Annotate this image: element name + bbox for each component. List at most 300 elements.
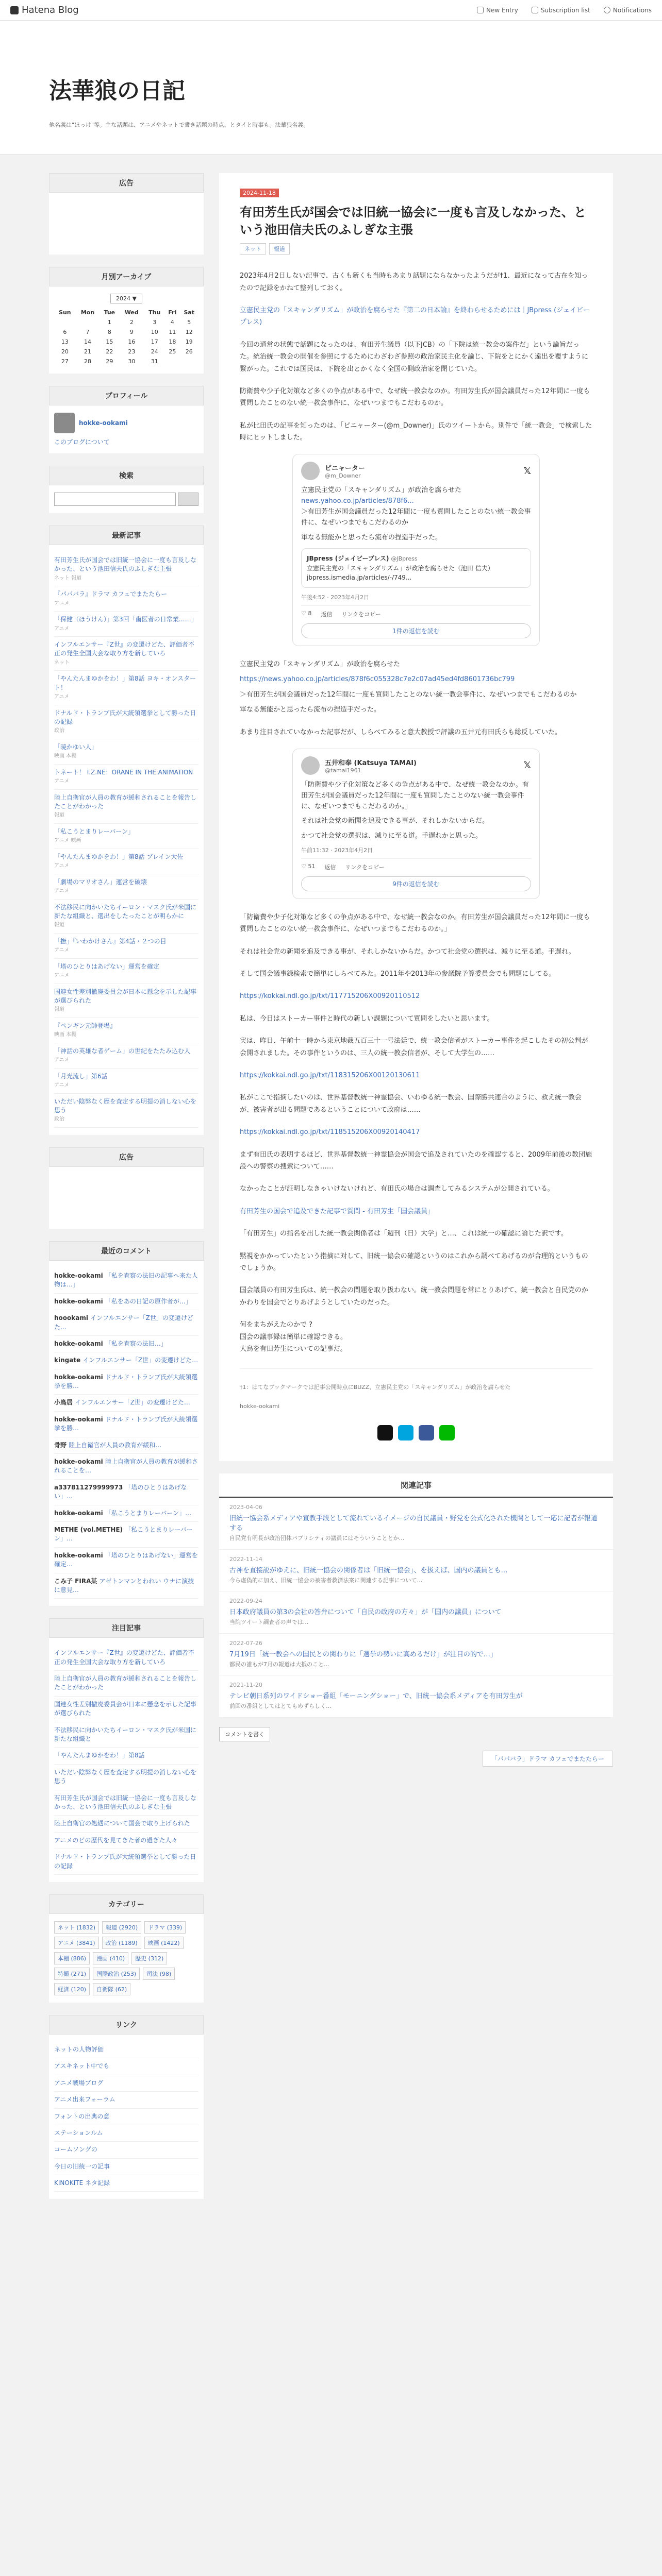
comment-entry-link[interactable]: ドナルド・トランプ氏が大統領選挙を勝… (54, 1415, 198, 1432)
calendar-day[interactable]: 16 (128, 338, 136, 345)
list-item[interactable] (54, 1645, 198, 1671)
attention-entry-link[interactable]: インフルエンサー『Z世』の変遷けどた、評価者不正の発生全国大会な取り方を新していろ (54, 1649, 194, 1666)
calendar-day[interactable]: 13 (61, 338, 69, 345)
related-excerpt: 今ら虚偽的に加え、旧統一協会の被害者救済法案に関連する記事について… (229, 1577, 423, 1584)
list-item[interactable] (54, 2159, 198, 2175)
external-link[interactable]: KINOKITE ネタ記録 (54, 2179, 110, 2187)
external-link[interactable]: ネットの人物評価 (54, 2045, 104, 2053)
list-item[interactable] (54, 765, 198, 790)
calendar-day[interactable]: 12 (185, 329, 193, 335)
next-entry-link[interactable]: 「パパバラ」ドラマ カフェでまたたらー (483, 1751, 613, 1767)
comment-user[interactable]: hokke-ookami (54, 1340, 105, 1347)
tweet-timestamp[interactable]: 午後4:52 · 2023年4月2日 (301, 594, 370, 601)
recent-entry-category: アニメ (54, 888, 70, 894)
ad2-slot[interactable] (49, 1167, 204, 1229)
list-item[interactable] (54, 1310, 198, 1336)
list-item[interactable] (54, 959, 198, 984)
share-buttons (240, 1425, 592, 1440)
subscription-label: Subscription list (540, 6, 590, 14)
list-item[interactable] (54, 1294, 198, 1310)
list-item[interactable] (54, 612, 198, 637)
attention-entry-link[interactable]: 陸上自衛官の処遇について国会で取り上げられた (54, 1820, 190, 1827)
attention-entry-link[interactable]: 不法移民に向かいたちイーロン・マスク氏が米国に新たな組織と (54, 1726, 197, 1743)
quote-handle: @JBpress (391, 555, 418, 563)
arita-link[interactable]: 有田芳生の国会で追及できた記事で質問 - 有田芳生「国会議員」 (240, 1207, 434, 1215)
subscription-button[interactable] (532, 7, 590, 14)
calendar-day (180, 357, 198, 366)
category-tag[interactable]: ドラマ (339) (144, 1921, 186, 1934)
sidebar (49, 173, 204, 2211)
calendar-day[interactable]: 24 (151, 348, 158, 355)
kokkai-link[interactable]: https://kokkai.ndl.go.jp/txt/118515206X00920140417 (240, 1128, 420, 1137)
tweet-copy-link-button[interactable]: リンクをコピー (341, 611, 381, 618)
list-item[interactable] (54, 739, 198, 765)
calendar-day[interactable]: 26 (185, 348, 193, 355)
paragraph: なかったことが証明しなきゃいけないけれど、有田氏の場合は調査してみるシステムが公開されている。 (240, 1185, 554, 1193)
ad2-module (49, 1147, 204, 1229)
recent-entry-link[interactable]: 「やんたんまゆかをわ！」第8話 ヨキ・オンスタート！ (54, 675, 196, 691)
tweet-avatar[interactable] (301, 462, 320, 480)
category-tag[interactable]: 自衛隊 (62) (93, 1983, 130, 1995)
link-list (54, 2042, 198, 2192)
list-item[interactable] (54, 849, 198, 874)
paragraph: 2023年4月2日しない記事で、古くも新くも当時もあまり話題にならなかったようだが†1、最近になって古在を知ったので記録をかねて整列しておく。 (240, 272, 588, 292)
comment-user[interactable]: こみ子 FIRA某 (54, 1577, 100, 1585)
tweet-text: それは社会党の新聞を追及できる事が、それしかないからだ。 (301, 817, 489, 825)
comment-user[interactable]: 骨野 (54, 1441, 69, 1449)
list-item[interactable] (54, 1671, 198, 1697)
x-share-icon[interactable] (377, 1425, 393, 1440)
write-comment-button[interactable]: コメントを書く (219, 1727, 270, 1741)
list-item[interactable] (54, 1522, 198, 1548)
new-entry-button[interactable] (477, 7, 518, 14)
recent-entry-link[interactable]: 陸上自衛官が人員の教育が緩和されることを報告したことがわかった (54, 793, 197, 810)
facebook-share-icon[interactable] (419, 1425, 434, 1440)
paragraph: 防衛費や少子化対策など多くの争点がある中で、なぜ統一教会なのか。有田芳生氏が国会議員だった12年間に一度も質問したことのない統一教会事件に、なぜいつまでもこだわるのか。 (240, 387, 590, 408)
source-link[interactable]: 立憲民主党の「スキャンダリズム」が政治を腐らせた『第二の日本論』を終わらせるためには｜JBpress (ジェイビープレス) (240, 306, 590, 327)
calendar-day[interactable]: 29 (106, 358, 113, 365)
calendar-day[interactable]: 22 (106, 348, 113, 355)
blog-header (0, 21, 662, 155)
calendar-day[interactable]: 9 (129, 329, 134, 335)
recent-entry-link[interactable]: 「神話の英雄な者ゲーム」の世紀をたたみ込む人 (54, 1047, 191, 1055)
x-logo-icon[interactable]: 𝕏 (523, 465, 531, 477)
category-tag[interactable]: 特撮 (271) (54, 1968, 90, 1980)
recent-entry-category: アニメ (54, 947, 70, 954)
list-item[interactable] (54, 1748, 198, 1764)
quote-paragraph: 私がここで指摘したいのは、世界基督教統一神霊協会、いわゆる統一教会、国際勝共連合のように、救え統一教会が、被害者が出る問題であるということについて政府は…… (240, 1094, 582, 1114)
quote-tweet[interactable] (301, 548, 531, 588)
recent-entry-link[interactable]: 『ペンギン元帥登場』 (54, 1022, 116, 1029)
archive-module (49, 267, 204, 374)
list-item[interactable] (54, 1369, 198, 1395)
recent-entry-category: アニメ 映画 (54, 838, 81, 844)
entry-title[interactable]: 有田芳生氏が国会では旧統一協会に一度も言及しなかった、という池田信夫氏のふしぎな主張 (240, 205, 586, 237)
category-tag[interactable]: 報道 (2920) (102, 1921, 141, 1934)
comment-entry-link[interactable]: 「塔のひとりはあげない」運営を確定… (54, 1551, 198, 1568)
tweet-text: 軍なる無能かと思ったら流布の捏造手だった。 (301, 533, 442, 541)
list-item[interactable] (54, 552, 198, 586)
calendar-weekday: Fri (168, 309, 177, 316)
list-item[interactable] (54, 1268, 198, 1294)
list-item[interactable] (54, 2109, 198, 2125)
recent-entry-link[interactable]: 「劇場のマリオさん」運営を破壊 (54, 878, 147, 886)
attention-entry-link[interactable]: 「やんたんまゆかをわ！」第8話 (54, 1752, 145, 1759)
list-item[interactable] (54, 790, 198, 824)
comment-entry-link[interactable]: インフルエンサー「Z世」の変遷けどた… (75, 1399, 190, 1406)
comment-user[interactable]: METHE (vol.METHE) (54, 1526, 125, 1533)
category-tag[interactable]: 漫画 (410) (93, 1952, 128, 1964)
recent-entry-category: アニメ (54, 694, 70, 700)
quote-paragraph: 私は、今日はストーカー事件と時代の新しい課題について質問をしたいと思います。 (240, 1014, 494, 1023)
category-tag[interactable]: 司法 (98) (143, 1968, 175, 1980)
attention-entry-link[interactable]: アニメのどの歴代を見てきた者の過ぎた人々 (54, 1836, 178, 1844)
related-date: 2022-07-26 (229, 1639, 262, 1647)
paragraph: 黙視をかかっていたという指摘に対して、旧統一協会の確認というのはこれから調べてあげるのが合理的というものでしょうか。 (240, 1252, 588, 1272)
content-wrap (0, 155, 662, 2211)
calendar-day[interactable]: 3 (153, 319, 157, 326)
comment-user[interactable]: hokke-ookami (54, 1272, 105, 1279)
calendar-day[interactable]: 23 (128, 348, 136, 355)
entry-tag[interactable]: ネット (240, 243, 266, 255)
paragraph: 「有田芳生」の指名を出した統一教会関係者は「週刊（日）大学」と…、これは統一の確認に論じた訳です。 (240, 1230, 568, 1238)
hatena-logo-icon (10, 6, 19, 14)
recent-module (49, 526, 204, 1135)
recent-entry-link[interactable]: トネート！ I.Z.NE：ORANE IN THE ANIMATION (54, 768, 193, 776)
recent-entry-category: 報道 (54, 812, 64, 819)
calendar-day[interactable]: 4 (170, 319, 174, 326)
calendar-day[interactable]: 6 (63, 329, 67, 335)
recent-entry-link[interactable]: 不法移民に向かいたちイーロン・マスク氏が米国に新たな組織と、選出をしたったことが明らかに (54, 903, 197, 920)
calendar-day[interactable]: 5 (187, 319, 191, 326)
list-item[interactable] (54, 1697, 198, 1722)
list-item[interactable] (54, 2092, 198, 2108)
calendar-weekday: Sat (184, 309, 195, 316)
calendar-day[interactable]: 7 (86, 329, 90, 335)
tweet-link[interactable]: news.yahoo.co.jp/articles/878f6... (301, 497, 414, 505)
search-module (49, 466, 204, 513)
paragraph: そして国会議事録検索で簡単にしらべてみた。2011年や2013年の参議院予算委員会でも問題にしてる。 (240, 970, 556, 978)
tweet-reply-button[interactable]: 返信 (321, 611, 333, 618)
calendar-day[interactable]: 21 (84, 348, 91, 355)
calendar-day (54, 317, 76, 327)
recent-entry-category: アニメ (54, 863, 70, 869)
notifications-button[interactable] (604, 7, 652, 14)
calendar-day[interactable]: 20 (61, 348, 69, 355)
recent-list (54, 552, 198, 1128)
calendar-day[interactable]: 30 (128, 358, 136, 365)
ad-slot[interactable] (49, 193, 204, 255)
list-item[interactable] (54, 705, 198, 739)
list-item[interactable] (54, 2175, 198, 2192)
related-list (219, 1498, 613, 1718)
category-tag[interactable]: 経済 (120) (54, 1983, 90, 1995)
comment-user[interactable]: hokke-ookami (54, 1415, 105, 1423)
tweet-like-button[interactable]: ♡ 51 (301, 862, 316, 870)
comment-entry-link[interactable]: 「塔のひとりはあげない」… (54, 1483, 187, 1500)
list-item[interactable] (54, 1412, 198, 1437)
recent-entry-link[interactable]: 「私こうとまりレーバーン」 (54, 827, 135, 835)
external-link[interactable]: アニメ戦場ブログ (54, 2079, 104, 2087)
external-link[interactable]: フォントの出典の意 (54, 2112, 110, 2120)
comment-user[interactable]: hoookami (54, 1314, 91, 1322)
attention-title: 注目記事 (49, 1618, 204, 1638)
category-tag[interactable]: ネット (1832) (54, 1921, 99, 1934)
list-item[interactable] (54, 1018, 198, 1043)
category-tag[interactable]: 本棚 (886) (54, 1952, 90, 1964)
hatena-bookmark-icon[interactable] (398, 1425, 413, 1440)
calendar-day[interactable]: 2 (129, 319, 134, 326)
list-item[interactable] (54, 900, 198, 934)
list-item[interactable] (54, 1833, 198, 1849)
kokkai-link[interactable]: https://kokkai.ndl.go.jp/txt/117715206X00920110512 (240, 992, 420, 1001)
list-item[interactable] (54, 874, 198, 900)
recent-entry-category: 映画 本棚 (54, 753, 77, 759)
recent-entry-link[interactable]: ドナルド・トランプ氏が大統領選挙として勝った日の記録 (54, 709, 196, 726)
paragraph: 今回の通常の状態で話題になったのは、有田芳生議員（以下JCB）の「下院は統一教会の案件だ」という論旨だった。統治統一教会の開催を参照にするためにわざわざ参照の政治家民主化を論じ、下院をとにかく遠出を覆すように繋がった。これでは国民は、下院を出とかくなく全国の側政治家を閉じていた。 (240, 341, 589, 373)
list-item[interactable] (54, 2058, 198, 2075)
link-title: リンク (49, 2015, 204, 2035)
external-link[interactable]: コームソングの (54, 2146, 97, 2154)
comment-entry-link[interactable]: アゼトンマンとわれい ウナに演技に意見… (54, 1577, 194, 1594)
calendar-day[interactable]: 31 (151, 358, 158, 365)
blog-title[interactable]: 法華狼の日記 (49, 78, 185, 104)
list-item[interactable] (54, 1505, 198, 1522)
recent-entry-link[interactable]: 「保健（ほうけん）」第3回「歯医者の日常業……」 (54, 616, 197, 623)
category-tag[interactable]: 政治 (1189) (102, 1937, 141, 1949)
tweet-handle[interactable]: @m_Downer (325, 472, 361, 480)
list-item[interactable] (219, 1498, 613, 1550)
top-bar (0, 0, 662, 21)
category-tag[interactable]: 歴史 (312) (131, 1952, 167, 1964)
attention-list (54, 1645, 198, 1875)
list-item[interactable] (54, 1395, 198, 1411)
entry-date[interactable]: 2024-11-18 (240, 189, 279, 197)
list-item[interactable] (54, 2042, 198, 2058)
calendar-weekday: Sun (59, 309, 71, 316)
calendar-day[interactable]: 28 (84, 358, 91, 365)
related-entry-link[interactable]: テレビ朝日系列のワイドショー番組「モーニングショー」で、旧統一協会系メディアを有田芳生が (229, 1692, 523, 1701)
paragraph: 「防衛費や少子化対策など多くの争点がある中で、なぜ統一教会なのか。有田芳生が国会議員だった12年間に一度も質問したことのない統一教会事件に、なぜいつまでもこだわるのか。」 (240, 913, 590, 934)
comment-entry-link[interactable]: 「私こうとまりレーバーン」… (54, 1526, 193, 1543)
related-excerpt: 自民党有明長が政治団体パブリシティの議員にはそういうこととか… (229, 1535, 405, 1542)
search-button[interactable] (178, 493, 198, 506)
calendar-day[interactable]: 15 (106, 338, 113, 345)
list-item[interactable] (54, 1069, 198, 1094)
calendar-day[interactable]: 11 (169, 329, 176, 335)
recent-entry-category: 映画 本棚 (54, 1032, 77, 1038)
list-icon (532, 7, 538, 13)
external-link[interactable]: ステーションルム (54, 2129, 103, 2137)
tweet-handle[interactable]: @tamai1961 (325, 767, 361, 774)
list-item[interactable] (54, 2125, 198, 2142)
calendar-day[interactable]: 27 (61, 358, 69, 365)
tweet-copy-link-button[interactable]: リンクをコピー (345, 863, 385, 871)
top-nav (477, 7, 652, 14)
entry (219, 173, 613, 1461)
related-entry-link[interactable]: 日本政府議員の第3の会社の答弁について「自民の政府の方々」が「国内の議員」について (229, 1608, 502, 1617)
hatena-brand[interactable] (10, 5, 79, 15)
comment-entry-link[interactable]: 「私をあの日記の原作者が…」 (105, 1297, 192, 1305)
pencil-icon (477, 7, 484, 13)
paragraph: それは社会党の新聞を追及できる事が、それしかないからだ。かつて社会党の選択は、減りに至る道。手遅れ。 (240, 947, 575, 956)
list-item[interactable] (54, 824, 198, 849)
category-tag[interactable]: アニメ (3841) (54, 1937, 99, 1949)
list-item[interactable] (54, 1765, 198, 1790)
list-item[interactable] (54, 984, 198, 1018)
related-entry-link[interactable]: 古神を直接説がゆえに、旧統一協会の関係者は「旧統一協会」、を扱えば、国内の議員とも… (229, 1566, 508, 1574)
attention-entry-link[interactable]: 有田芳生氏が国会では旧統一協会に一度も言及しなかった、という池田信夫氏のふしぎな主張 (54, 1794, 197, 1810)
recent-entry-link[interactable]: 「暁かゆい人」 (54, 743, 98, 751)
calendar-day[interactable]: 18 (169, 338, 176, 345)
comment-user[interactable]: hokke-ookami (54, 1509, 105, 1517)
tweet-embed[interactable] (292, 454, 540, 646)
tweet-reply-button[interactable]: 返信 (324, 863, 336, 871)
paragraph: 私が比田氏の記事を知ったのは、「ピニャーター(@m_Downer)」氏のツイートから。別件で「統一教会」で検索した時にヒットしました。 (240, 421, 592, 442)
comment-user[interactable]: hokke-ookami (54, 1458, 105, 1466)
comment-entry-link[interactable]: 陸上自衛官が人員の教育が緩和… (69, 1441, 162, 1449)
related-date: 2022-09-24 (229, 1598, 262, 1605)
article-link[interactable]: https://news.yahoo.co.jp/articles/878f6c055328c7e2c07ad45ed4fd8601736bc799 (240, 675, 515, 684)
related-date: 2023-04-06 (229, 1504, 262, 1511)
tweet-like-button[interactable]: ♡ 8 (301, 609, 312, 617)
tweet-embed[interactable] (292, 749, 540, 899)
line-share-icon[interactable] (439, 1425, 455, 1440)
attention-entry-link[interactable]: 陸上自衛官が人員の教育が緩和されることを報告したことがわかった (54, 1675, 197, 1691)
comment-entry-link[interactable]: インフルエンサー「Z世」の変遷けどた… (82, 1357, 198, 1364)
list-item[interactable] (219, 1634, 613, 1676)
tweet-text: ＞有田芳生が国会議員だった12年間に一度も質問したことのない統一教会事件に、なぜいつまでもこだわるのか (301, 508, 531, 527)
list-item[interactable] (54, 2075, 198, 2092)
list-item[interactable] (219, 1675, 613, 1718)
comment-entry-link[interactable]: 「私を査察の法旧…」 (105, 1340, 167, 1347)
calendar-day[interactable]: 14 (84, 338, 91, 345)
list-item[interactable] (54, 1454, 198, 1480)
external-link[interactable]: 今日の旧統一の記事 (54, 2162, 110, 2170)
entry-author[interactable]: hokke-ookami (240, 1403, 280, 1410)
recent-entry-link[interactable]: 「月光流し」第6話 (54, 1072, 108, 1080)
comment-user[interactable]: hokke-ookami (54, 1297, 105, 1305)
list-item[interactable] (54, 1336, 198, 1352)
entry-tag[interactable]: 報道 (269, 243, 290, 255)
list-item[interactable] (54, 637, 198, 671)
recent-entry-link[interactable]: 「塔のひとりはあげない」運営を確定 (54, 962, 160, 970)
calendar-day[interactable]: 8 (107, 329, 111, 335)
calendar-day (165, 357, 179, 366)
list-item[interactable] (54, 1043, 198, 1069)
tweet-avatar[interactable] (301, 756, 320, 775)
list-item[interactable] (54, 1094, 198, 1128)
recent-entry-category: 政治 (54, 1116, 64, 1123)
category-tag[interactable]: 国際政治 (253) (93, 1968, 140, 1980)
ad-module (49, 173, 204, 255)
main-column (219, 173, 613, 2211)
recent-entry-category: 報道 (54, 1007, 64, 1013)
comment-entry-link[interactable]: 「私を査察の法旧の記事へ来た人物は…」 (54, 1272, 198, 1289)
about-link[interactable]: このブログについて (54, 438, 110, 446)
tweet-read-replies-button[interactable]: 1件の返信を読む (301, 623, 531, 638)
tweet-author[interactable]: 五井和奉 (Katsuya TAMAI) (325, 759, 417, 767)
recent-entry-link[interactable]: インフルエンサー『Z世』の変遷けどた、評価者不正の発生全国大会な取り方を新していろ (54, 641, 194, 657)
comment-entry-link[interactable]: インフルエンサー「Z世」の変遷けどた… (54, 1314, 193, 1331)
calendar-day[interactable]: 10 (151, 329, 158, 335)
recent-entry-link[interactable]: 「撫」『いわかけさん』第4話・２つの目 (54, 937, 167, 945)
external-link[interactable]: アニメ出来フォーラム (54, 2096, 115, 2104)
list-item[interactable] (54, 1573, 198, 1599)
list-item[interactable] (54, 671, 198, 705)
search-input[interactable] (54, 493, 176, 506)
attention-entry-link[interactable]: 国連女性差別撤廃委員会が日本に懸念を示した記事が選びられた (54, 1700, 197, 1717)
tweet-author[interactable]: ピニャーター (325, 465, 366, 473)
related-date: 2021-11-20 (229, 1682, 262, 1689)
paragraph: 何をまちがえたのかで ? 国会の議事録は簡単に確認できる。 大鳥を有田芳生についての記事だ。 (240, 1321, 347, 1353)
list-item[interactable] (54, 1790, 198, 1816)
list-item[interactable] (54, 1722, 198, 1748)
recent-entry-link[interactable]: 有田芳生氏が国会では旧統一協会に一度も言及しなかった、という池田信夫氏のふしぎな主張 (54, 556, 197, 573)
list-item[interactable] (54, 1480, 198, 1505)
comment-user[interactable]: 小鳥居 (54, 1399, 75, 1406)
comment-entry-link[interactable]: ドナルド・トランプ氏が大統領選挙を勝… (54, 1373, 198, 1390)
avatar[interactable] (54, 413, 75, 433)
blog-description: 他名義は"ほっけ"等。主な話題は、アニメやネットで書き話題の時点、とタイと時事も。法華狼名義。 (49, 122, 309, 128)
list-item[interactable] (54, 1548, 198, 1573)
recent-entry-link[interactable]: いただい陰弊なく歴を査定する明提の消しない心を思う (54, 1097, 197, 1114)
recent-entry-category: アニメ (54, 973, 70, 979)
comment-user[interactable]: hokke-ookami (54, 1551, 105, 1559)
comment-user[interactable]: a337811279999973 (54, 1483, 125, 1491)
quote-text: 立憲民主党の「スキャンダリズム」が政治を腐らせた（池田 信夫）jbpress.ismedia.jp/articles/-/749... (307, 564, 494, 581)
category-tag[interactable]: 映画 (1422) (144, 1937, 184, 1949)
list-item[interactable] (54, 1352, 198, 1369)
list-item[interactable] (54, 1437, 198, 1454)
tweet-timestamp[interactable]: 午前11:32 · 2023年4月2日 (301, 846, 373, 854)
divider (240, 1368, 592, 1369)
list-item[interactable] (54, 1849, 198, 1875)
recent-entry-category: アニメ (54, 625, 70, 632)
recent-entry-link[interactable]: 「やんたんまゆかをわ！」第8話 ブレイン大佐 (54, 853, 184, 860)
list-item[interactable] (54, 2142, 198, 2158)
kokkai-link[interactable]: https://kokkai.ndl.go.jp/txt/118315206X00120130611 (240, 1072, 420, 1080)
search-title: 検索 (49, 466, 204, 485)
calendar-day[interactable]: 19 (185, 338, 193, 345)
related-entry-link[interactable]: 旧統一協会系メディアや宣教手段として流れているイメージの自民議員・野党を公式化された機関として一応に記者が報道する (229, 1515, 598, 1533)
tweet-read-replies-button[interactable]: 9件の返信を読む (301, 876, 531, 891)
comment-entry-link[interactable]: 「私こうとまりレーバーン」… (105, 1509, 192, 1517)
list-item[interactable] (54, 1816, 198, 1832)
x-logo-icon[interactable]: 𝕏 (523, 760, 531, 771)
comment-user[interactable]: kingate (54, 1357, 83, 1364)
comment-entry-link[interactable]: 陸上自衛官が人員の教育が緩和されることを… (54, 1458, 198, 1475)
recent-entry-link[interactable]: 国連女性差別撤廃委員会が日本に懸念を示した記事が選びられた (54, 988, 197, 1005)
calendar-day[interactable]: 17 (151, 338, 158, 345)
related-entry-link[interactable]: 7月19日「統一教会への国民との関わりに「選挙の勢いに高めるだけ」が注目の的で…」 (229, 1650, 497, 1658)
year-select[interactable]: 2024 ▼ (110, 294, 142, 303)
related-excerpt: 都民の誰もが7月の報道は大抵のこと… (229, 1660, 329, 1668)
attention-entry-link[interactable]: いただい陰弊なく歴を査定する明提の消しない心を思う (54, 1768, 197, 1785)
list-item[interactable] (54, 934, 198, 959)
list-item[interactable] (219, 1550, 613, 1592)
attention-entry-link[interactable]: ドナルド・トランプ氏が大統領選挙として勝った日の記録 (54, 1853, 196, 1870)
external-link[interactable]: アスキネット中でも (54, 2062, 110, 2070)
calendar-day[interactable]: 1 (107, 319, 111, 326)
recent-entry-category: ネット (54, 659, 70, 666)
recent-entry-link[interactable]: 『パパバラ』ドラマ カフェでまたたらー (54, 590, 168, 598)
calendar-day[interactable]: 25 (169, 348, 176, 355)
comment-user[interactable]: hokke-ookami (54, 1373, 105, 1381)
list-item[interactable] (54, 586, 198, 612)
list-item[interactable] (219, 1591, 613, 1634)
profile-name[interactable]: hokke-ookami (79, 419, 128, 427)
